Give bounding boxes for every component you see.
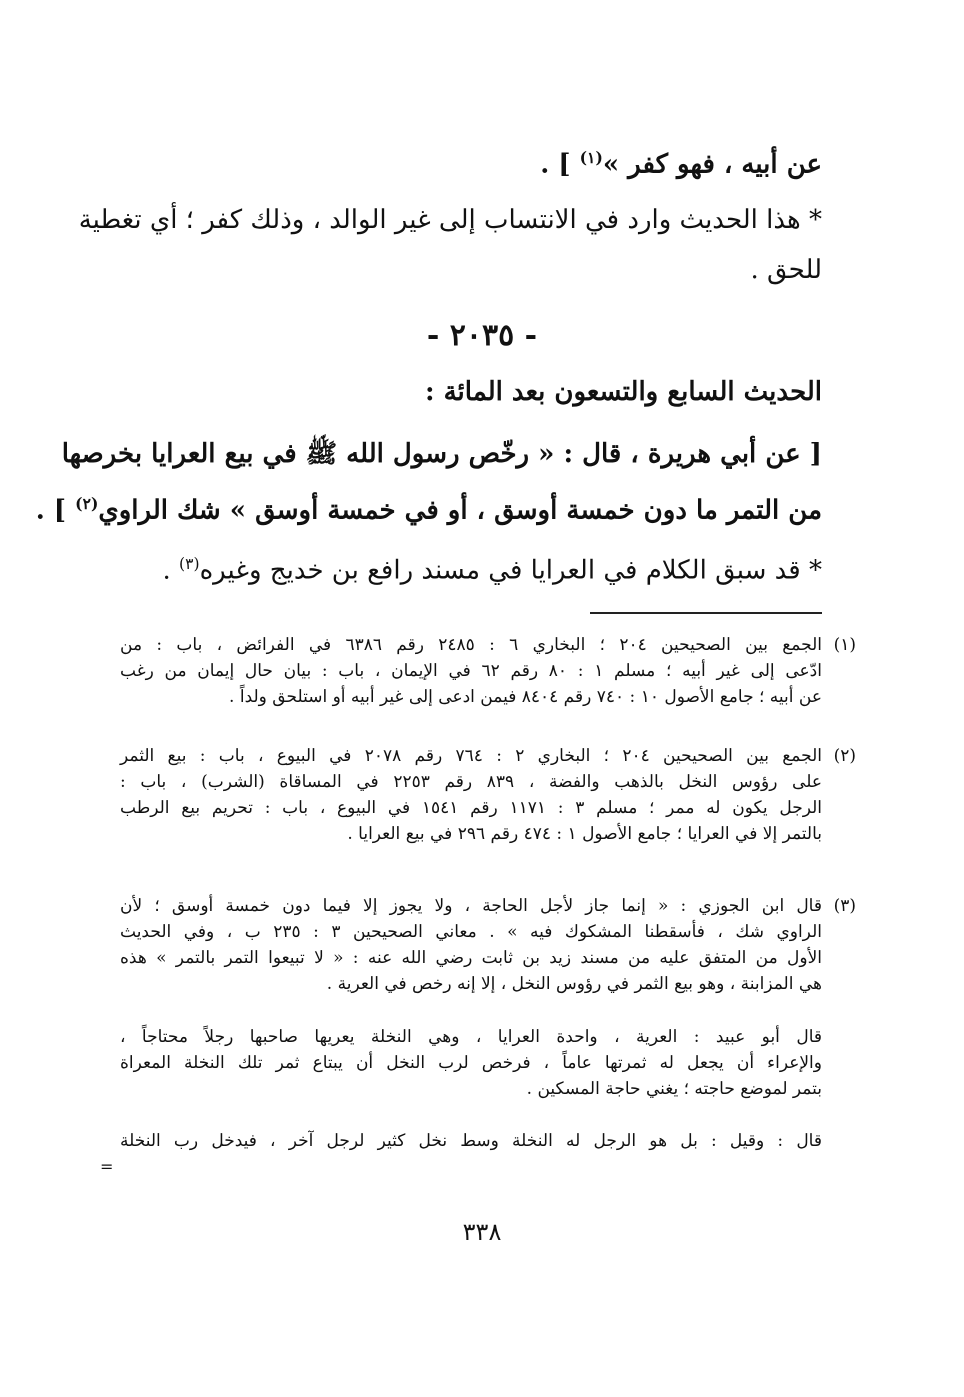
footnote-3-line-6: والإعراء أن يجعل له ثمرتها عاماً ، فرخص لرب النخل أن يبتاع ثمر تلك النخلة المعراة bbox=[120, 1053, 822, 1073]
footnote-1-marker: (١) bbox=[833, 635, 856, 655]
footnote-separator bbox=[590, 612, 822, 614]
hadith-heading: الحديث السابع والتسعون بعد المائة : bbox=[424, 377, 822, 407]
main-text-line-1-end: ] . bbox=[540, 149, 580, 180]
page-number: ٣٣٨ bbox=[462, 1218, 502, 1246]
commentary-line bbox=[112, 544, 822, 591]
footnote-3-line-8: قال : وقيل : بل هو الرجل له النخلة وسط نخل كثير لرجل آخر ، فيدخل رب النخلة bbox=[120, 1131, 822, 1151]
footnote-3-line-2: الراوي شك ، فأسقطنا المشكوك فيه » . معاني الصحيحين ٣ : ٢٣٥ ب ، وفي الحديث bbox=[120, 922, 822, 942]
hadith-text-line-2-end: ] . bbox=[35, 495, 76, 526]
hadith-text-line-2-text: من التمر ما دون خمسة أوسق ، أو في خمسة أوسق » شك الراوي bbox=[98, 495, 822, 526]
main-text-line-3: للحق . bbox=[750, 255, 822, 285]
footnote-1-line-3: عن أبيه ؛ جامع الأصول ١٠ : ٧٤٠ رقم ٨٤٠٤ فيمن ادعى إلى غير أبيه أو استلحق ولداً . bbox=[229, 687, 822, 707]
footnote-2-line-4: بالتمر إلا في العرايا ؛ جامع الأصول ١ : ٤٧٤ رقم ٢٩٦ في بيع العرايا . bbox=[347, 824, 822, 844]
footnote-3-line-4: هي المزابنة ، وهو بيع الثمر في رؤوس النخل ، إلا إنه رخص في العرية . bbox=[326, 974, 822, 994]
footnote-ref-1: (١) bbox=[579, 148, 603, 167]
hadith-text-line-2 bbox=[35, 484, 822, 531]
footnote-3-line-1: قال ابن الجوزي : « إنما جاز لأجل الحاجة ، ولا يجوز إلا فيما دون خمسة أوسق ؛ لأن bbox=[120, 896, 822, 916]
footnote-1-line-2: ادّعى إلى غير أبيه ؛ مسلم ١ : ٨٠ رقم ٦٢ في الإيمان ، باب : بيان حال إيمان من رغب bbox=[120, 661, 822, 681]
continuation-mark: = bbox=[100, 1157, 114, 1176]
footnote-2-line-2: على رؤوس النخل بالذهب والفضة ، ٨٣٩ رقم ٢٢٥٣ في المساقاة (الشرب) ، باب : bbox=[120, 772, 823, 792]
main-text-line-1 bbox=[112, 138, 822, 185]
footnote-3-line-5: قال أبو عبيد : العرية ، واحدة العرايا ، وهي النخلة يعريها صاحبها رجلاً محتاجاً ، bbox=[120, 1027, 822, 1047]
footnote-ref-2: (٢) bbox=[75, 494, 99, 513]
footnote-2-line-1: الجمع بين الصحيحين ٢٠٤ ؛ البخاري ٢ : ٧٦٤ رقم ٢٠٧٨ في البيوع ، باب : بيع الثمر bbox=[120, 746, 822, 766]
footnote-2-line-3: الرجل يكون له ممر ؛ مسلم ٣ : ١١٧١ رقم ١٥٤١ في البيوع ، باب : تحريم بيع الرطب bbox=[120, 798, 822, 818]
hadith-text-line-1: [ عن أبي هريرة ، قال : « رخّص رسول الله ﷺ في بيع العرايا بخرصها bbox=[61, 439, 822, 469]
commentary-end: . bbox=[162, 555, 179, 586]
main-text-line-1-text: عن أبيه ، فهو كفر » bbox=[602, 149, 822, 180]
footnote-3-line-7: بتمر لموضع حاجته ؛ يغني حاجة المسكين . bbox=[526, 1079, 822, 1099]
footnote-2-marker: (٢) bbox=[833, 746, 856, 766]
commentary-text: * قد سبق الكلام في العرايا في مسند رافع بن خديج وغيره bbox=[199, 555, 822, 586]
hadith-number: - ٢٠٣٥ - bbox=[426, 318, 538, 353]
main-text-line-2: * هذا الحديث وارد في الانتساب إلى غير الوالد ، وذلك كفر ؛ أي تغطية bbox=[78, 205, 822, 235]
footnote-3-marker: (٣) bbox=[833, 896, 856, 916]
footnote-3-line-3: الأول من المتفق عليه من مسند زيد بن ثابت رضي الله عنه : « لا تبيعوا التمر بالتمر » هذه bbox=[120, 948, 822, 968]
footnote-1-line-1: الجمع بين الصحيحين ٢٠٤ ؛ البخاري ٦ : ٢٤٨٥ رقم ٦٣٨٦ في الفرائض ، باب : من bbox=[120, 635, 822, 655]
footnote-ref-3: (٣) bbox=[178, 555, 200, 573]
